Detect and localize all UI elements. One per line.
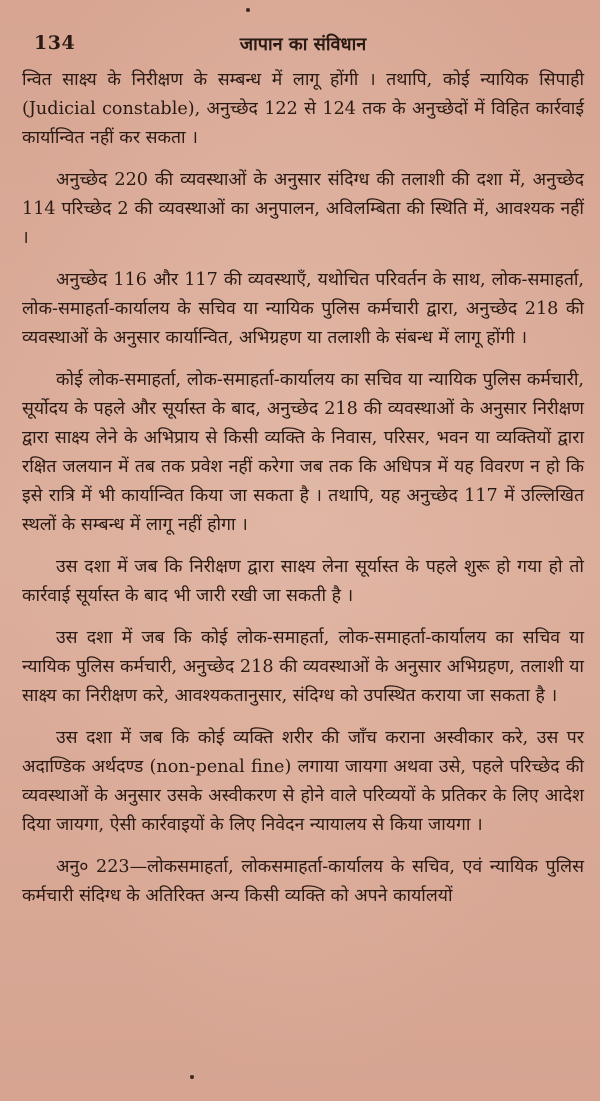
ink-speck	[190, 1075, 194, 1079]
paragraph: अनुच्छेद 116 और 117 की व्यवस्थाएँ, यथोचित परिवर्तन के साथ, लोक-समाहर्ता, लोक-समाहर्ता-कार्यालय के सचिव या न्यायिक पुलिस कर्मचारी द्वारा, अनुच्छेद 218 की व्यवस्थाओं के अनुसार कार्यान्वित, अभिग्रहण या तलाशी के संबन्ध में लागू होंगी ।	[22, 270, 584, 348]
paragraph: अनुच्छेद 220 की व्यवस्थाओं के अनुसार संदिग्ध की तलाशी की दशा में, अनुच्छेद 114 परिच्छेद 2 की व्यवस्थाओं का अनुपालन, अविलम्बिता की स्थिति में, आवश्यक नहीं ।	[22, 170, 584, 248]
body-text	[22, 66, 584, 911]
paragraph: न्वित साक्ष्य के निरीक्षण के सम्बन्ध में लागू होंगी । तथापि, कोई न्यायिक सिपाही (Judicial constable), अनुच्छेद 122 से 124 तक के अनुच्छेदों में विहित कार्रवाई कार्यान्वित नहीं कर सकता ।	[22, 70, 584, 148]
page-number: 134	[34, 32, 76, 54]
paragraph: अनु० 223—लोकसमाहर्ता, लोकसमाहर्ता-कार्यालय के सचिव, एवं न्यायिक पुलिस कर्मचारी संदिग्ध के अतिरिक्त अन्य किसी व्यक्ति को अपने कार्यालयों	[22, 857, 584, 906]
paragraph: उस दशा में जब कि कोई व्यक्ति शरीर की जाँच कराना अस्वीकार करे, उस पर अदाण्डिक अर्थदण्ड (non-penal fine) लगाया जायगा अथवा उसे, पहले परिच्छेद की व्यवस्थाओं के अनुसार उसके अस्वीकरण से होने वाले परिव्ययों के प्रतिकर के लिए आदेश दिया जायगा, ऐसी कार्रवाइयों के लिए निवेदन न्यायालय से किया जायगा ।	[22, 728, 584, 835]
running-title: जापान का संविधान	[239, 34, 367, 55]
paragraph: कोई लोक-समाहर्ता, लोक-समाहर्ता-कार्यालय का सचिव या न्यायिक पुलिस कर्मचारी, सूर्योदय के पहले और सूर्यास्त के बाद, अनुच्छेद 218 की व्यवस्थाओं के अनुसार निरीक्षण द्वारा साक्ष्य लेने के अभिप्राय से किसी व्यक्ति के निवास, परिसर, भवन या व्यक्तियों द्वारा रक्षित जलयान में तब तक प्रवेश नहीं करेगा जब तक कि अधिपत्र में यह विवरण न हो कि इसे रात्रि में भी कार्यान्वित किया जा सकता है । तथापि, यह अनुच्छेद 117 में उल्लिखित स्थलों के सम्बन्ध में लागू नहीं होगा ।	[22, 370, 584, 535]
ink-speck	[246, 8, 250, 12]
paragraph: उस दशा में जब कि कोई लोक-समाहर्ता, लोक-समाहर्ता-कार्यालय का सचिव या न्यायिक पुलिस कर्मचारी, अनुच्छेद 218 की व्यवस्थाओं के अनुसार अभिग्रहण, तलाशी या साक्ष्य का निरीक्षण करे, आवश्यकतानुसार, संदिग्ध को उपस्थित कराया जा सकता है ।	[22, 628, 584, 706]
page-header	[22, 30, 584, 66]
paragraph: उस दशा में जब कि निरीक्षण द्वारा साक्ष्य लेना सूर्यास्त के पहले शुरू हो गया हो तो कार्रवाई सूर्यास्त के बाद भी जारी रखी जा सकती है ।	[22, 557, 584, 606]
